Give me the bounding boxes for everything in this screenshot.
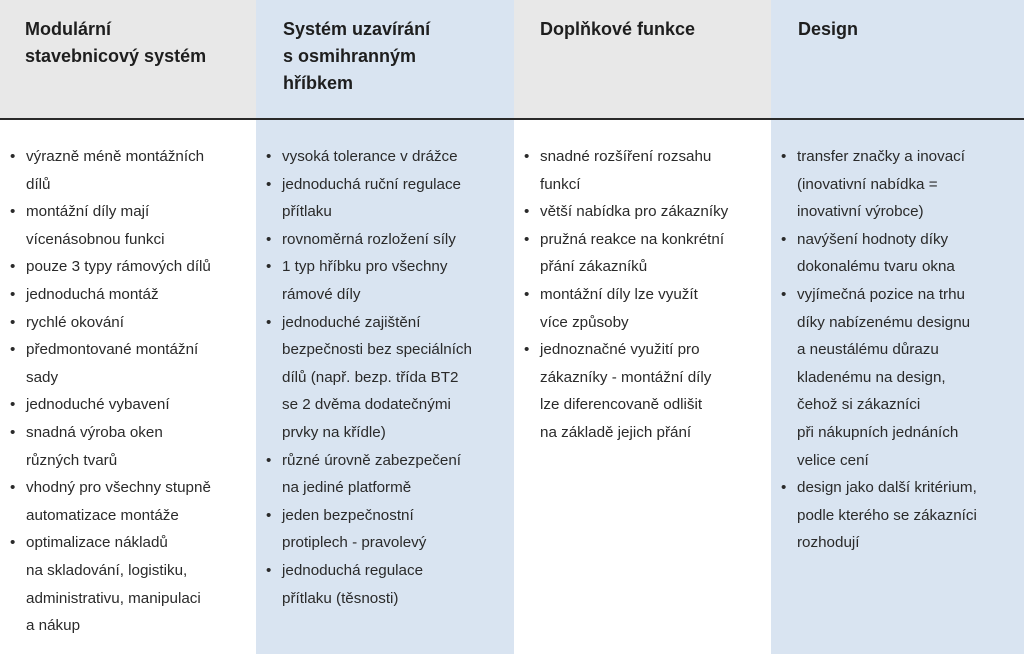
list-item: • rychlé okování [10,309,246,337]
list-item: • vyjímečná pozice na trhu díky nabízenému designu a neustálému důrazu kladenému na design, čehož si zákazníci při nákupních jednáních velice cení [781,281,1017,474]
list-item: • snadné rozšíření rozsahu funkcí [524,143,760,198]
list-item: • vhodný pro všechny stupně automatizace montáže [10,474,246,529]
column-body [0,120,256,654]
list-item: • pružná reakce na konkrétní přání zákazníků [524,226,760,281]
column-title: Doplňkové funkce [540,19,696,39]
list-item: • výrazně méně montážních dílů [10,143,246,198]
column-design [771,0,1024,654]
list-item: • montážní díly mají vícenásobnou funkci [10,198,246,253]
list-item: • jednoduché vybavení [10,391,246,419]
feature-list [266,143,502,612]
column-header [514,0,771,118]
feature-list [10,143,246,640]
feature-list [781,143,1017,557]
header-divider [0,118,1024,120]
list-item: • navýšení hodnoty díky dokonalému tvaru okna [781,226,1017,281]
feature-list [524,143,760,447]
column-body [514,120,771,654]
column-locking-system [256,0,514,654]
column-body [256,120,514,654]
column-title: Modulární stavebnicový systém [25,19,207,66]
list-item: • vysoká tolerance v drážce [266,143,502,171]
list-item: • pouze 3 typy rámových dílů [10,253,246,281]
list-item: • snadná výroba oken různých tvarů [10,419,246,474]
list-item: • větší nabídka pro zákazníky [524,198,760,226]
column-title: Systém uzavírání s osmihranným hříbkem [283,19,431,93]
list-item: • jeden bezpečnostní protiplech - pravolevý [266,502,502,557]
column-title: Design [798,19,859,39]
column-header [256,0,514,118]
column-header [771,0,1024,118]
column-header [0,0,256,118]
column-additional-functions [514,0,771,654]
list-item: • transfer značky a inovací (inovativní nabídka = inovativní výrobce) [781,143,1017,226]
column-modular-system [0,0,256,654]
list-item: • jednoduchá montáž [10,281,246,309]
list-item: • 1 typ hříbku pro všechny rámové díly [266,253,502,308]
list-item: • optimalizace nákladů na skladování, logistiku, administrativu, manipulaci a nákup [10,529,246,639]
list-item: • různé úrovně zabezpečení na jediné platformě [266,447,502,502]
list-item: • jednoduché zajištění bezpečnosti bez speciálních dílů (např. bezp. třída BT2 se 2 dvěma dodatečnými prvky na křídle) [266,309,502,447]
list-item: • design jako další kritérium, podle kterého se zákazníci rozhodují [781,474,1017,557]
list-item: • jednoduchá ruční regulace přítlaku [266,171,502,226]
list-item: • jednoznačné využití pro zákazníky - montážní díly lze diferencovaně odlišit na základě jejich přání [524,336,760,446]
list-item: • rovnoměrná rozložení síly [266,226,502,254]
list-item: • montážní díly lze využít více způsoby [524,281,760,336]
list-item: • jednoduchá regulace přítlaku (těsnosti) [266,557,502,612]
column-body [771,120,1024,654]
list-item: • předmontované montážní sady [10,336,246,391]
